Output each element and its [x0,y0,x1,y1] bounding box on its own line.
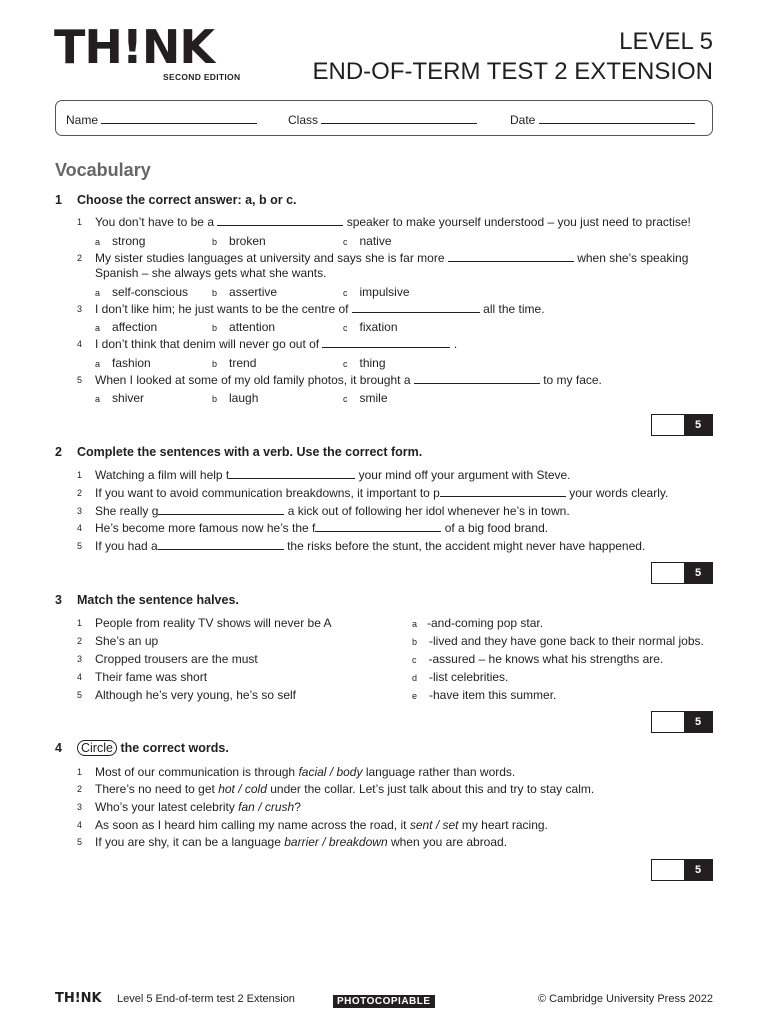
option-text: fashion [112,356,151,370]
q1-item-4 [77,337,458,351]
item-number: 1 [77,767,83,777]
item-text: a kick out of following her idol whenever he’s in town. [287,504,570,518]
q1-item-5 [77,373,602,387]
q2-item-1 [77,468,571,482]
option-letter: b [212,359,218,369]
option-c[interactable] [343,234,392,248]
item-number: 2 [77,253,83,263]
class-label: Class [288,113,319,127]
q4-score-total: 5 [684,860,712,880]
copyright: © Cambridge University Press 2022 [537,993,713,1005]
date-label: Date [510,113,536,127]
answer-blank[interactable] [158,539,284,550]
q3-left-2 [77,634,159,648]
item-text: under the collar. Let’s just talk about this and try to stay calm. [266,782,595,796]
answer-blank[interactable] [217,215,343,226]
class-field[interactable] [288,112,477,127]
option-letter: b [212,323,218,333]
item-number: 1 [77,618,83,628]
item-text: when she’s speaking [577,251,689,265]
option-letter: b [412,637,418,647]
option-c[interactable] [343,391,388,405]
q2-item-4 [77,521,549,535]
item-number: 4 [77,523,83,533]
section-title: Vocabulary [55,160,151,180]
name-label: Name [66,113,99,127]
q4-item-4 [77,818,548,832]
q4-heading [55,741,229,755]
option-letter: a [95,288,101,298]
circle-word: Circle [77,740,117,756]
q3-left-4 [77,670,208,684]
answer-blank[interactable] [414,373,540,384]
item-text: As soon as I heard him calling my name across the road, it [95,818,410,832]
word-choice[interactable]: facial / body [298,765,363,779]
q3-instruction: Match the sentence halves. [77,593,239,607]
level-label: LEVEL 5 [619,28,713,55]
word-choice[interactable]: fan / crush [238,800,295,814]
item-text: People from reality TV shows will never be A [95,616,332,630]
option-text: laugh [229,391,259,405]
q1-heading [55,193,297,207]
option-letter: a [412,619,418,629]
q3-left-5 [77,688,297,702]
option-c[interactable] [343,285,410,299]
item-number: 1 [77,470,83,480]
option-letter: b [212,394,218,404]
logo-subtitle: SECOND EDITION [163,72,241,82]
item-text: your mind off your argument with Steve. [358,468,571,482]
q1-number: 1 [55,193,62,207]
option-letter: c [343,323,348,333]
item-text: If you had a [95,539,158,553]
item-text: When I looked at some of my old family photos, it brought a [95,373,411,387]
answer-blank[interactable] [352,302,480,313]
item-number: 4 [77,820,83,830]
item-text: She’s an up [95,634,159,648]
item-number: 5 [77,375,83,385]
option-c[interactable] [343,320,398,334]
option-text: attention [229,320,276,334]
q2-instruction: Complete the sentences with a verb. Use the correct form. [77,445,423,459]
date-line[interactable] [539,112,695,124]
option-letter: e [412,691,418,701]
item-text: all the time. [483,302,545,316]
item-text: -list celebrities. [429,670,509,684]
item-number: 4 [77,339,83,349]
item-number: 3 [77,304,83,314]
item-text: She really g [95,504,159,518]
option-letter: c [343,394,348,404]
item-text: -have item this summer. [429,688,557,702]
item-text: Although he’s very young, he’s so self [95,688,297,702]
item-text: to my face. [543,373,602,387]
option-a[interactable] [95,320,157,334]
option-a[interactable] [95,285,188,299]
q1-score-box[interactable] [651,414,713,436]
option-a[interactable] [95,391,144,405]
word-choice[interactable]: barrier / breakdown [284,835,388,849]
name-field[interactable] [66,112,257,127]
item-text: Watching a film will help t [95,468,230,482]
q3-right-d [412,670,508,684]
q3-right-b [412,634,704,648]
item-number: 5 [77,690,83,700]
item-number: 1 [77,217,83,227]
option-letter: a [95,237,101,247]
option-b[interactable] [212,285,277,299]
item-text: the risks before the stunt, the accident might never have happened. [287,539,646,553]
item-text: . [453,337,458,351]
q3-right-e [412,688,556,702]
item-text: speaker to make yourself understood – you just need to practise! [346,215,691,229]
option-a[interactable] [95,234,145,248]
q3-heading [55,593,239,607]
item-number: 3 [77,802,83,812]
item-text: when you are abroad. [387,835,508,849]
item-text: If you want to avoid communication breakdowns, it important to p [95,486,440,500]
option-letter: c [412,655,417,665]
q3-left-1 [77,616,332,630]
q2-item-2 [77,486,669,500]
option-text: strong [112,234,146,248]
option-text: assertive [229,285,278,299]
option-letter: c [343,237,348,247]
q2-heading [55,445,422,459]
option-letter: a [95,323,101,333]
option-letter: b [212,288,218,298]
q2-number: 2 [55,445,62,459]
item-text: My sister studies languages at university and says she is far more [95,251,445,265]
q4-item-3 [77,800,301,814]
item-text: ? [294,800,301,814]
name-line[interactable] [101,112,257,124]
answer-blank[interactable] [448,251,574,262]
option-letter: b [212,237,218,247]
item-text: -assured – he knows what his strengths are. [428,652,664,666]
q4-item-5 [77,835,508,849]
q4-item-2 [77,782,595,796]
q1-score-total: 5 [684,415,712,435]
option-text: self-conscious [112,285,189,299]
q1-item-1 [77,215,691,229]
item-number: 5 [77,541,83,551]
q4-item-1 [77,765,516,779]
photocopiable-badge: PHOTOCOPIABLE [333,995,435,1008]
item-number: 2 [77,784,83,794]
item-text: my heart racing. [458,818,548,832]
option-text: trend [229,356,257,370]
q1-instruction: Choose the correct answer: a, b or c. [77,193,297,207]
option-letter: d [412,673,418,683]
option-c[interactable] [343,356,386,370]
item-text: There’s no need to get [95,782,219,796]
q1-item-2-line2: Spanish – she always gets what she wants. [95,266,327,280]
option-text: impulsive [359,285,410,299]
q3-score-box[interactable] [651,711,713,733]
item-text: Most of our communication is through [95,765,299,779]
option-letter: c [343,359,348,369]
item-text: -lived and they have gone back to their normal jobs. [429,634,704,648]
item-number: 2 [77,488,83,498]
option-text: native [359,234,392,248]
date-field[interactable] [510,112,695,127]
item-text: You don’t have to be a [95,215,214,229]
footer-logo: TH!NK [55,991,102,1006]
q1-item-3 [77,302,545,316]
class-line[interactable] [321,112,477,124]
option-b[interactable] [212,234,266,248]
answer-blank[interactable] [440,486,566,497]
item-text: your words clearly. [569,486,669,500]
answer-blank[interactable] [229,468,355,479]
option-letter: a [95,394,101,404]
item-number: 4 [77,672,83,682]
q1-item-2 [77,251,689,265]
item-text: -and-coming pop star. [427,616,544,630]
q3-right-a [412,616,543,630]
answer-blank[interactable] [158,504,284,515]
option-letter: a [95,359,101,369]
item-text: He’s become more famous now he’s the f [95,521,316,535]
item-number: 3 [77,654,83,664]
item-text: I don’t like him; he just wants to be the centre of [95,302,349,316]
test-heading [313,27,714,87]
q2-score-total: 5 [684,563,712,583]
word-choice[interactable]: sent / set [409,818,459,832]
answer-blank[interactable] [322,337,450,348]
item-text: of a big food brand. [444,521,549,535]
item-text: Who’s your latest celebrity [95,800,239,814]
q2-item-3 [77,504,570,518]
word-choice[interactable]: hot / cold [218,782,267,796]
option-b[interactable] [212,356,256,370]
option-text: shiver [112,391,145,405]
q4-score-box[interactable] [651,859,713,881]
q4-instruction: the correct words. [120,741,229,755]
q3-left-3 [77,652,258,666]
test-title: END-OF-TERM TEST 2 EXTENSION [312,58,713,85]
option-a[interactable] [95,356,151,370]
option-text: smile [359,391,388,405]
footer-title: Level 5 End-of-term test 2 Extension [117,993,295,1005]
option-text: thing [359,356,386,370]
q2-score-box[interactable] [651,562,713,584]
item-number: 2 [77,636,83,646]
option-b[interactable] [212,320,275,334]
item-text: If you are shy, it can be a language [95,835,285,849]
q3-score-total: 5 [684,712,712,732]
item-text: language rather than words. [362,765,516,779]
option-text: broken [229,234,266,248]
q3-number: 3 [55,593,62,607]
option-b[interactable] [212,391,258,405]
option-text: affection [112,320,158,334]
q2-item-5 [77,539,646,553]
q4-number: 4 [55,741,62,755]
think-logo: TH!NK [54,20,214,74]
item-text: Their fame was short [95,670,208,684]
item-text: Cropped trousers are the must [95,652,258,666]
q3-right-c [412,652,663,666]
option-text: fixation [359,320,398,334]
item-number: 3 [77,506,83,516]
answer-blank[interactable] [315,521,441,532]
option-letter: c [343,288,348,298]
item-text: I don’t think that denim will never go out of [95,337,320,351]
item-number: 5 [77,837,83,847]
